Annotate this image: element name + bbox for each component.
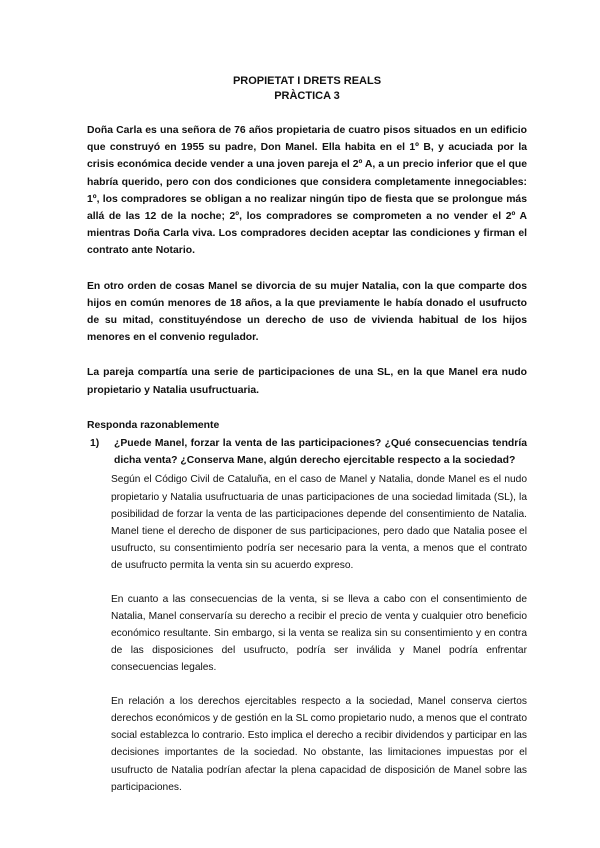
document-page (87, 74, 527, 796)
case-paragraph-2: En otro orden de cosas Manel se divorcia de su mujer Natalia, con la que comparte dos hijos en común menores de 18 años, a la que previamente le había donado el usufructo de su mitad, constituyéndose un derecho de uso de vivienda habitual de los hijos menores en el convenio regulador. (87, 280, 527, 344)
question-1 (87, 435, 527, 469)
title-line-2: PRÀCTICA 3 (274, 90, 340, 102)
question-number: 1) (90, 438, 100, 450)
respond-heading: Responda razonablemente (87, 419, 220, 431)
question-text: ¿Puede Manel, forzar la venta de las participaciones? ¿Qué consecuencias tendría dicha venta? ¿Conserva Mane, algún derecho ejercitable respecto a la sociedad? (114, 438, 527, 467)
answer-block (111, 471, 527, 795)
answer-paragraph-3: En relación a los derechos ejercitables respecto a la sociedad, Manel conserva ciertos derechos económicos y de gestión en la SL como propietario nudo, a menos que el contrato social establezca lo contrario. Esto implica el derecho a recibir dividendos y participar en las decisiones importantes de la sociedad. No obstante, las limitaciones impuestas por el usufructo de Natalia podrían afectar la plena capacidad de disposición de Manel sobre las participaciones. (111, 695, 527, 793)
answer-paragraph-2: En cuanto a las consecuencias de la venta, si se lleva a cabo con el consentimiento de Natalia, Manel conservaría su derecho a recibir el precio de venta y cualquier otro beneficio económico resultante. Sin embargo, si la venta se realiza sin su consentimiento y en contra de las disposiciones del usufructo, podría ser inválida y Manel podría enfrentar consecuencias legales. (111, 593, 527, 674)
case-paragraph-3: La pareja compartía una serie de participaciones de una SL, en la que Manel era nudo propietario y Natalia usufructuaria. (87, 367, 527, 396)
document-title (87, 74, 527, 104)
answer-paragraph-1: Según el Código Civil de Cataluña, en el caso de Manel y Natalia, donde Manel es el nudo propietario y Natalia usufructuaria de unas participaciones de una sociedad limitada (SL), la posibilidad de forzar la venta de las participaciones depende del consentimiento de Natalia. Manel tiene el derecho de disponer de sus participaciones, pero dado que Natalia posee el usufructo, su consentimiento podría ser necesario para la venta, a menos que el contrato de usufructo permita la venta sin su acuerdo expreso. (111, 474, 527, 572)
title-line-1: PROPIETAT I DRETS REALS (232, 75, 382, 87)
case-paragraph-1: Doña Carla es una señora de 76 años propietaria de cuatro pisos situados en un edificio que construyó en 1955 su padre, Don Manel. Ella habita en el 1º B, y acuciada por la crisis económica decide vender a una joven pareja el 2º A, a un precio inferior que el que habría querido, pero con dos condiciones que considera completamente innegociables: 1º, los compradores se obligan a no realizar ningún tipo de fiesta que se prolongue más allá de las 12 de la noche; 2º, los compradores se comprometen a no vender el 2º A mientras Doña Carla viva. Los compradores deciden aceptar las condiciones y firman el contrato ante Notario. (87, 125, 527, 257)
